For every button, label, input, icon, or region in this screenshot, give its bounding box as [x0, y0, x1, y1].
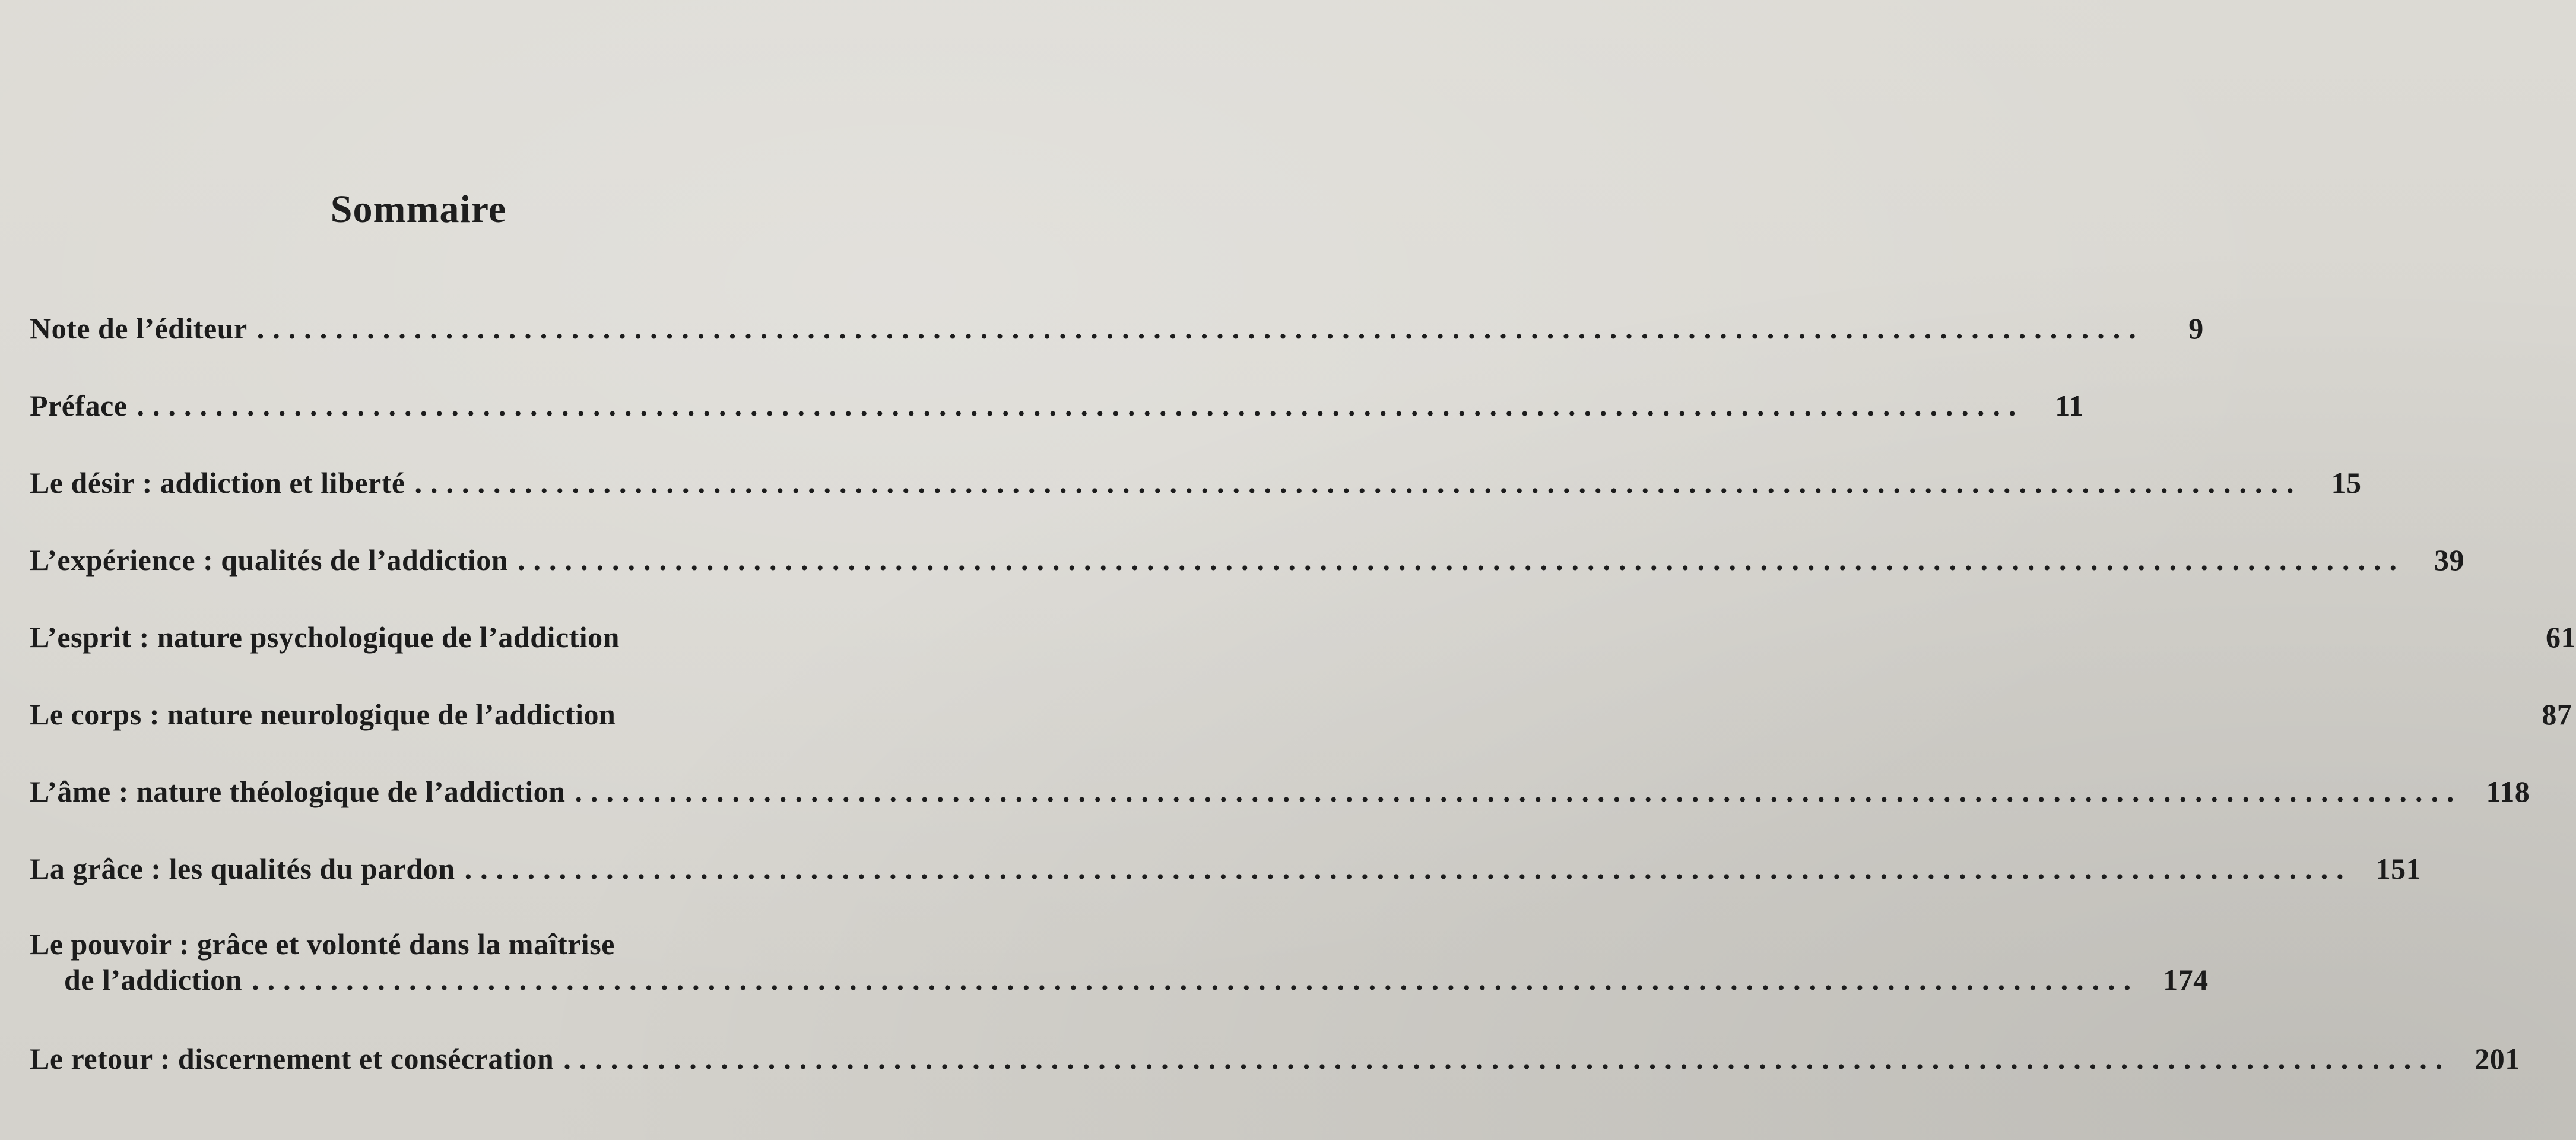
- toc-entry: [30, 926, 2209, 998]
- dot-leader: ........................................................................................................................: [137, 389, 2025, 422]
- toc-entry-label: L’âme : nature théologique de l’addiction: [30, 775, 566, 808]
- toc-entry-page: 9: [2188, 312, 2204, 345]
- toc-entry-label: Note de l’éditeur: [30, 312, 248, 345]
- toc-entry-label: Le désir : addiction et liberté: [30, 466, 405, 499]
- toc-entry-page: 11: [2055, 389, 2084, 422]
- toc-entry-page: 15: [2331, 466, 2362, 499]
- toc-entry: [30, 311, 2204, 346]
- dot-leader: ........................................................................................................................: [256, 312, 2144, 345]
- toc-entry-label: Le retour : discernement et consécration: [30, 1042, 554, 1075]
- toc-entry: [30, 542, 2465, 578]
- toc-entry: [30, 1041, 2520, 1076]
- dot-leader: ........................................................................................................................: [464, 852, 2352, 885]
- table-of-contents: [30, 0, 2576, 1140]
- dot-leader: ........................................................................................................................: [252, 963, 2140, 996]
- toc-entry: [30, 851, 2422, 886]
- toc-entry: [30, 774, 2530, 809]
- toc-entry-label: La grâce : les qualités du pardon: [30, 852, 455, 885]
- toc-entry-label: Le corps : nature neurologique de l’addiction: [30, 698, 616, 731]
- toc-entry-label: Le pouvoir : grâce et volonté dans la maîtrise: [30, 927, 615, 961]
- toc-entry-page: 61: [2545, 620, 2576, 654]
- toc-entry-page: 174: [2163, 963, 2209, 996]
- dot-leader: ........................................................................................................................: [414, 466, 2302, 499]
- toc-entry-label: L’esprit : nature psychologique de l’addiction: [30, 620, 620, 654]
- dot-leader: ........................................................................................................................: [575, 775, 2463, 808]
- page-title: Sommaire: [330, 188, 507, 232]
- toc-entry-page: 87: [2542, 698, 2572, 731]
- toc-entry-page: 39: [2434, 543, 2465, 577]
- dot-leader: ........................................................................................................................: [563, 1042, 2451, 1075]
- toc-entry: [30, 388, 2084, 423]
- toc-entry-label-continuation: de l’addiction: [64, 963, 243, 996]
- toc-entry: [30, 696, 2572, 732]
- toc-entry-page: 201: [2475, 1042, 2520, 1075]
- toc-entry-label: Préface: [30, 389, 128, 422]
- toc-entry-page: 151: [2375, 852, 2422, 885]
- dot-leader: ........................................................................................................................: [518, 543, 2406, 577]
- toc-entry: [30, 465, 2362, 501]
- toc-entry-label: L’expérience : qualités de l’addiction: [30, 543, 509, 577]
- toc-entry-page: 118: [2486, 775, 2530, 808]
- toc-entry: [30, 619, 2576, 655]
